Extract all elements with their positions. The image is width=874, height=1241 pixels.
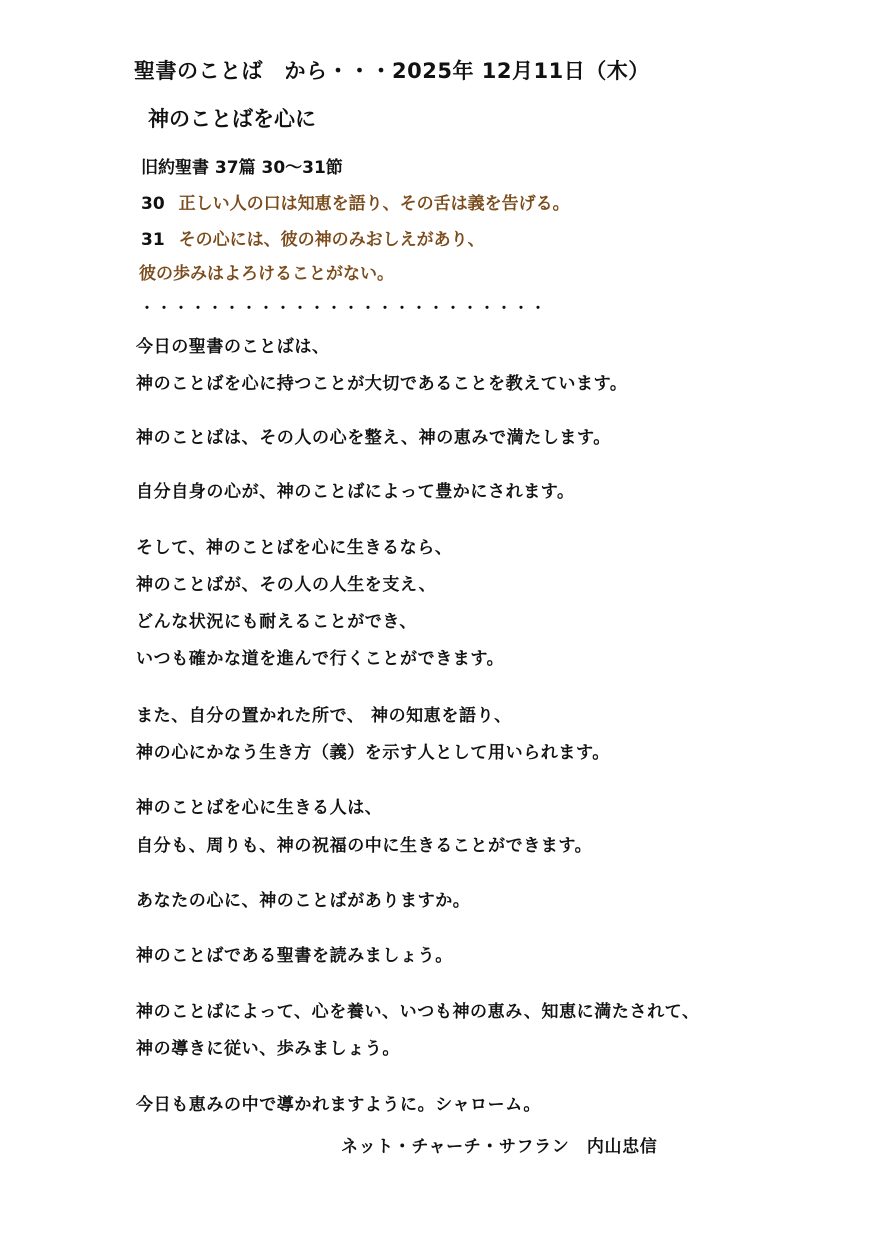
body-line: 神のことばを心に持つことが大切であることを教えています。 xyxy=(136,374,628,394)
body-line: どんな状況にも耐えることができ、 xyxy=(136,612,417,632)
signature: ネット・チャーチ・サフラン 内山忠信 xyxy=(341,1137,658,1157)
body-line: 神のことばは、その人の心を整え、神の恵みで満たします。 xyxy=(136,428,611,448)
verse-number: 30 xyxy=(141,194,165,214)
body-line: いつも確かな道を進んで行くことができます。 xyxy=(136,649,505,669)
body-line: 今日の聖書のことばは、 xyxy=(136,337,330,357)
verse-31-continued xyxy=(139,266,394,283)
body-line: 神のことばである聖書を読みましょう。 xyxy=(136,946,453,966)
body-line: 今日も恵みの中で導かれますように。シャローム。 xyxy=(136,1095,541,1115)
separator: ・・・・・・・・・・・・・・・・・・・・・・・・ xyxy=(140,301,548,317)
body-line: 神のことばが、その人の人生を支え、 xyxy=(136,575,437,595)
body-line: 神のことばによって、心を養い、いつも神の恵み、知恵に満たされて、 xyxy=(136,1002,700,1022)
body-line: 神のことばを心に生きる人は、 xyxy=(136,798,383,818)
verse-31 xyxy=(141,232,485,249)
verse-number: 31 xyxy=(141,230,165,250)
verse-text: 正しい人の口は知恵を語り、その舌は義を告げる。 xyxy=(178,194,570,214)
verse-text: その心には、彼の神のみおしえがあり、 xyxy=(178,230,485,250)
body-line: 自分も、周りも、神の祝福の中に生きることができます。 xyxy=(136,836,593,856)
verse-30 xyxy=(141,196,570,213)
scripture-reference: 旧約聖書 37篇 30〜31節 xyxy=(141,158,343,178)
body-line: そして、神のことばを心に生きるなら、 xyxy=(136,538,453,558)
body-line: あなたの心に、神のことばがありますか。 xyxy=(136,891,471,911)
body-line: また、自分の置かれた所で、 神の知恵を語り、 xyxy=(136,706,512,726)
body-line: 神の心にかなう生き方（義）を示す人として用いられます。 xyxy=(136,743,610,763)
body-line: 神の導きに従い、歩みましょう。 xyxy=(136,1039,400,1059)
page-title: 聖書のことば から・・・2025年 12月11日（木） xyxy=(134,59,650,83)
verse-text: 彼の歩みはよろけることがない。 xyxy=(139,264,394,284)
body-line: 自分自身の心が、神のことばによって豊かにされます。 xyxy=(136,482,575,502)
page-subtitle: 神のことばを心に xyxy=(148,107,316,131)
